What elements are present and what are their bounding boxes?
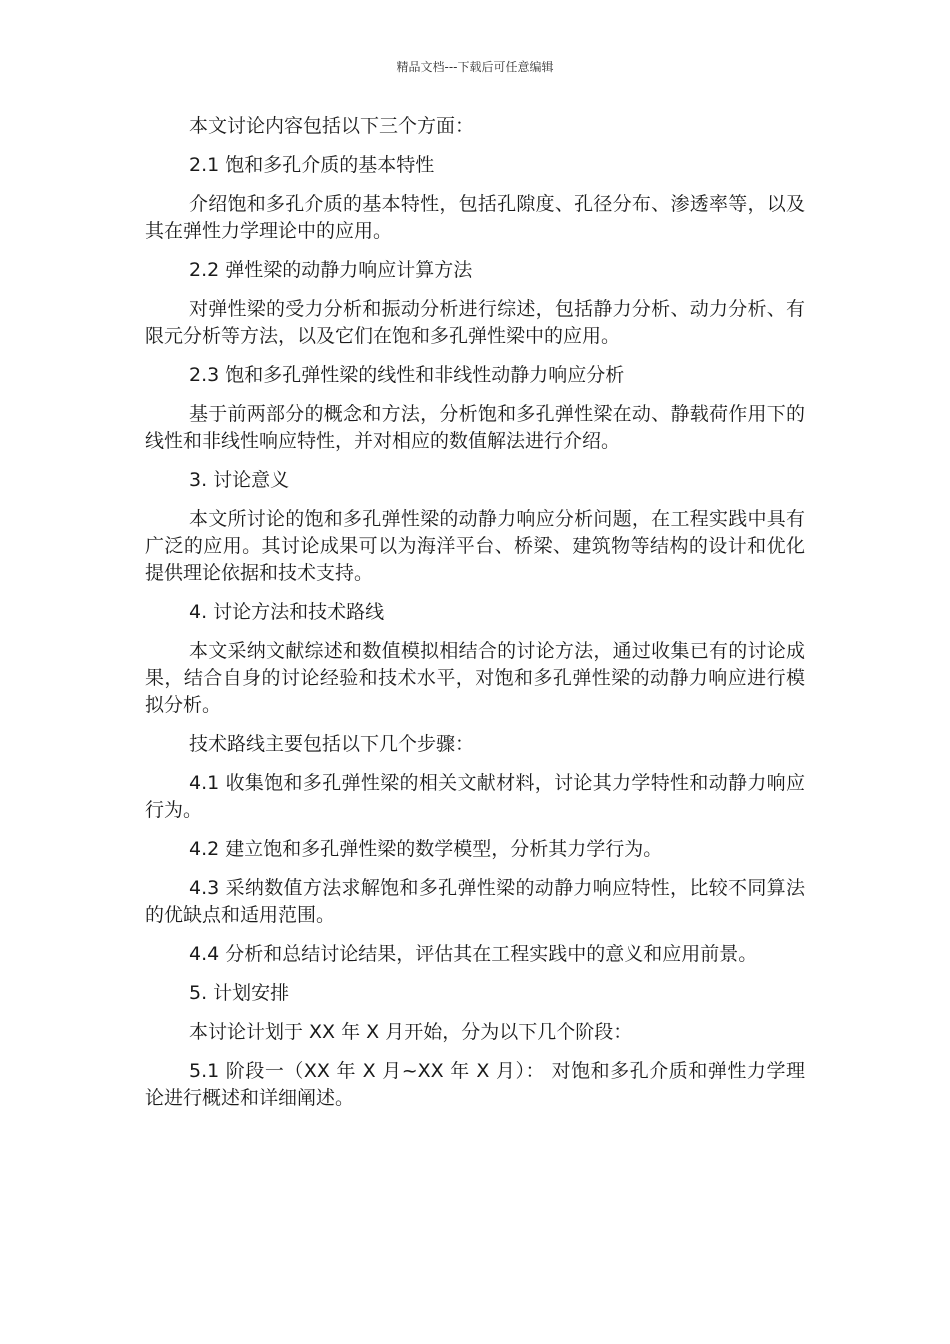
page-header: 精品文档---下载后可任意编辑 — [396, 60, 554, 74]
body-paragraph: 技术路线主要包括以下几个步骤： — [189, 733, 475, 755]
section-heading-3: 3. 讨论意义 — [189, 469, 290, 491]
body-paragraph: 基于前两部分的概念和方法，分析饱和多孔弹性梁在动、静载荷作用下的线性和非线性响应特性，并对相应的数值解法进行介绍。 — [145, 403, 805, 452]
section-heading-4: 4. 讨论方法和技术路线 — [189, 601, 385, 623]
body-paragraph: 本文所讨论的饱和多孔弹性梁的动静力响应分析问题，在工程实践中具有广泛的应用。其讨论成果可以为海洋平台、桥梁、建筑物等结构的设计和优化提供理论依据和技术支持。 — [145, 508, 805, 584]
step-4-2: 4.2 建立饱和多孔弹性梁的数学模型，分析其力学行为。 — [189, 838, 663, 860]
document-body — [145, 113, 805, 1124]
body-paragraph: 介绍饱和多孔介质的基本特性，包括孔隙度、孔径分布、渗透率等，以及其在弹性力学理论中的应用。 — [145, 193, 805, 242]
step-4-1: 4.1 收集饱和多孔弹性梁的相关文献材料，讨论其力学特性和动静力响应行为。 — [145, 772, 805, 821]
body-paragraph: 对弹性梁的受力分析和振动分析进行综述，包括静力分析、动力分析、有限元分析等方法，以及它们在饱和多孔弹性梁中的应用。 — [145, 298, 805, 347]
section-heading-2-1: 2.1 饱和多孔介质的基本特性 — [189, 154, 435, 176]
body-paragraph: 本讨论计划于 XX 年 X 月开始，分为以下几个阶段： — [189, 1021, 633, 1043]
step-4-3: 4.3 采纳数值方法求解饱和多孔弹性梁的动静力响应特性，比较不同算法的优缺点和适用范围。 — [145, 877, 805, 926]
body-paragraph: 本文采纳文献综述和数值模拟相结合的讨论方法，通过收集已有的讨论成果，结合自身的讨论经验和技术水平，对饱和多孔弹性梁的动静力响应进行模拟分析。 — [145, 640, 805, 716]
phase-5-1: 5.1 阶段一（XX 年 X 月~XX 年 X 月）： 对饱和多孔介质和弹性力学理论进行概述和详细阐述。 — [145, 1060, 805, 1109]
section-heading-2-3: 2.3 饱和多孔弹性梁的线性和非线性动静力响应分析 — [189, 364, 625, 386]
section-heading-2-2: 2.2 弹性梁的动静力响应计算方法 — [189, 259, 473, 281]
step-4-4: 4.4 分析和总结讨论结果，评估其在工程实践中的意义和应用前景。 — [189, 943, 758, 965]
section-heading-5: 5. 计划安排 — [189, 982, 290, 1004]
intro-paragraph: 本文讨论内容包括以下三个方面： — [189, 115, 475, 137]
